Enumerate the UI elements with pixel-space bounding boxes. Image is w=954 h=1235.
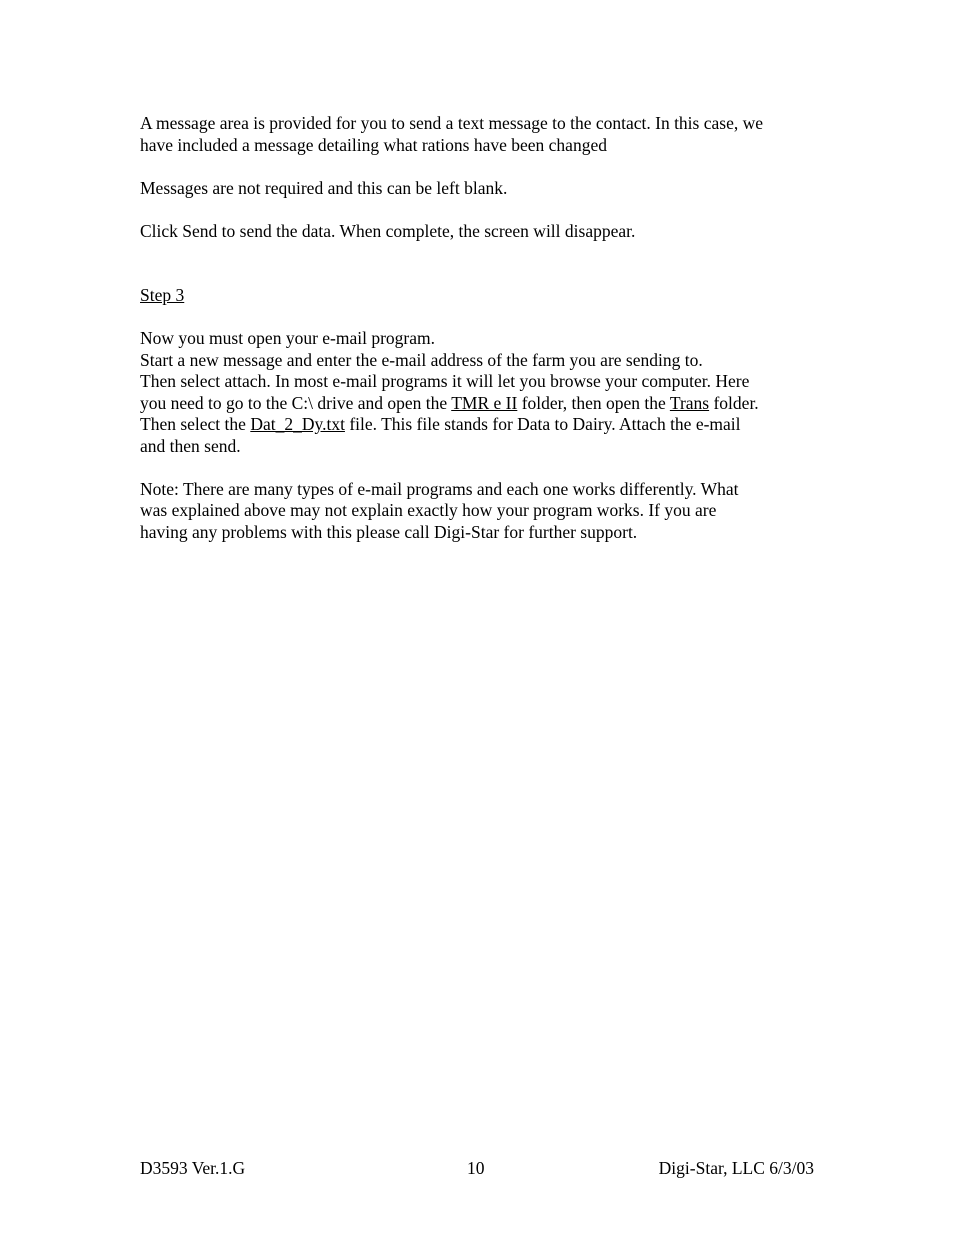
page-footer: [140, 1157, 814, 1179]
text-line: Click Send to send the data. When complete, the screen will disappear.: [140, 220, 636, 241]
text-fragment: you need to go to the C:\ drive and open the: [140, 392, 452, 413]
text-line: and then send.: [140, 435, 241, 456]
text-line: was explained above may not explain exactly how your program works. If you are: [140, 500, 717, 520]
paragraph-messages-optional: [140, 178, 830, 200]
text-line: [140, 393, 830, 415]
text-line: Start a new message and enter the e-mail address of the farm you are sending to.: [140, 349, 703, 370]
file-name-dat-2-dy: Dat_2_Dy.txt: [250, 414, 345, 434]
paragraph-click-send: [140, 221, 830, 243]
text-line: Note: There are many types of e-mail programs and each one works differently. What: [140, 478, 739, 499]
paragraph-note: [140, 479, 830, 544]
text-fragment: Then select the: [140, 414, 251, 434]
step-heading: [140, 285, 830, 307]
footer-doc-id: D3593 Ver.1.G: [140, 1158, 246, 1178]
folder-name-trans: Trans: [669, 392, 710, 413]
paragraph-email-instructions: [140, 328, 830, 457]
text-fragment: folder, then open the: [517, 392, 670, 413]
paragraph-message-area: [140, 113, 830, 156]
text-fragment: file. This file stands for Data to Dairy. Attach the e-mail: [344, 414, 741, 434]
text-line: [140, 414, 830, 436]
text-fragment: folder.: [709, 392, 759, 413]
text-line: Messages are not required and this can be left blank.: [140, 177, 508, 198]
step-3-heading: Step 3: [140, 285, 185, 305]
footer-company-date: Digi-Star, LLC 6/3/03: [658, 1158, 814, 1178]
text-line: have included a message detailing what rations have been changed: [140, 134, 607, 155]
text-line: Then select attach. In most e-mail programs it will let you browse your computer. Here: [140, 371, 750, 391]
text-line: Now you must open your e-mail program.: [140, 328, 436, 348]
text-line: A message area is provided for you to send a text message to the contact. In this case, we: [140, 113, 764, 133]
folder-name-tmr-e-ii: TMR e II: [451, 392, 518, 413]
footer-page-number: 10: [467, 1158, 485, 1178]
document-body: [140, 113, 830, 543]
text-line: having any problems with this please call Digi-Star for further support.: [140, 521, 638, 542]
